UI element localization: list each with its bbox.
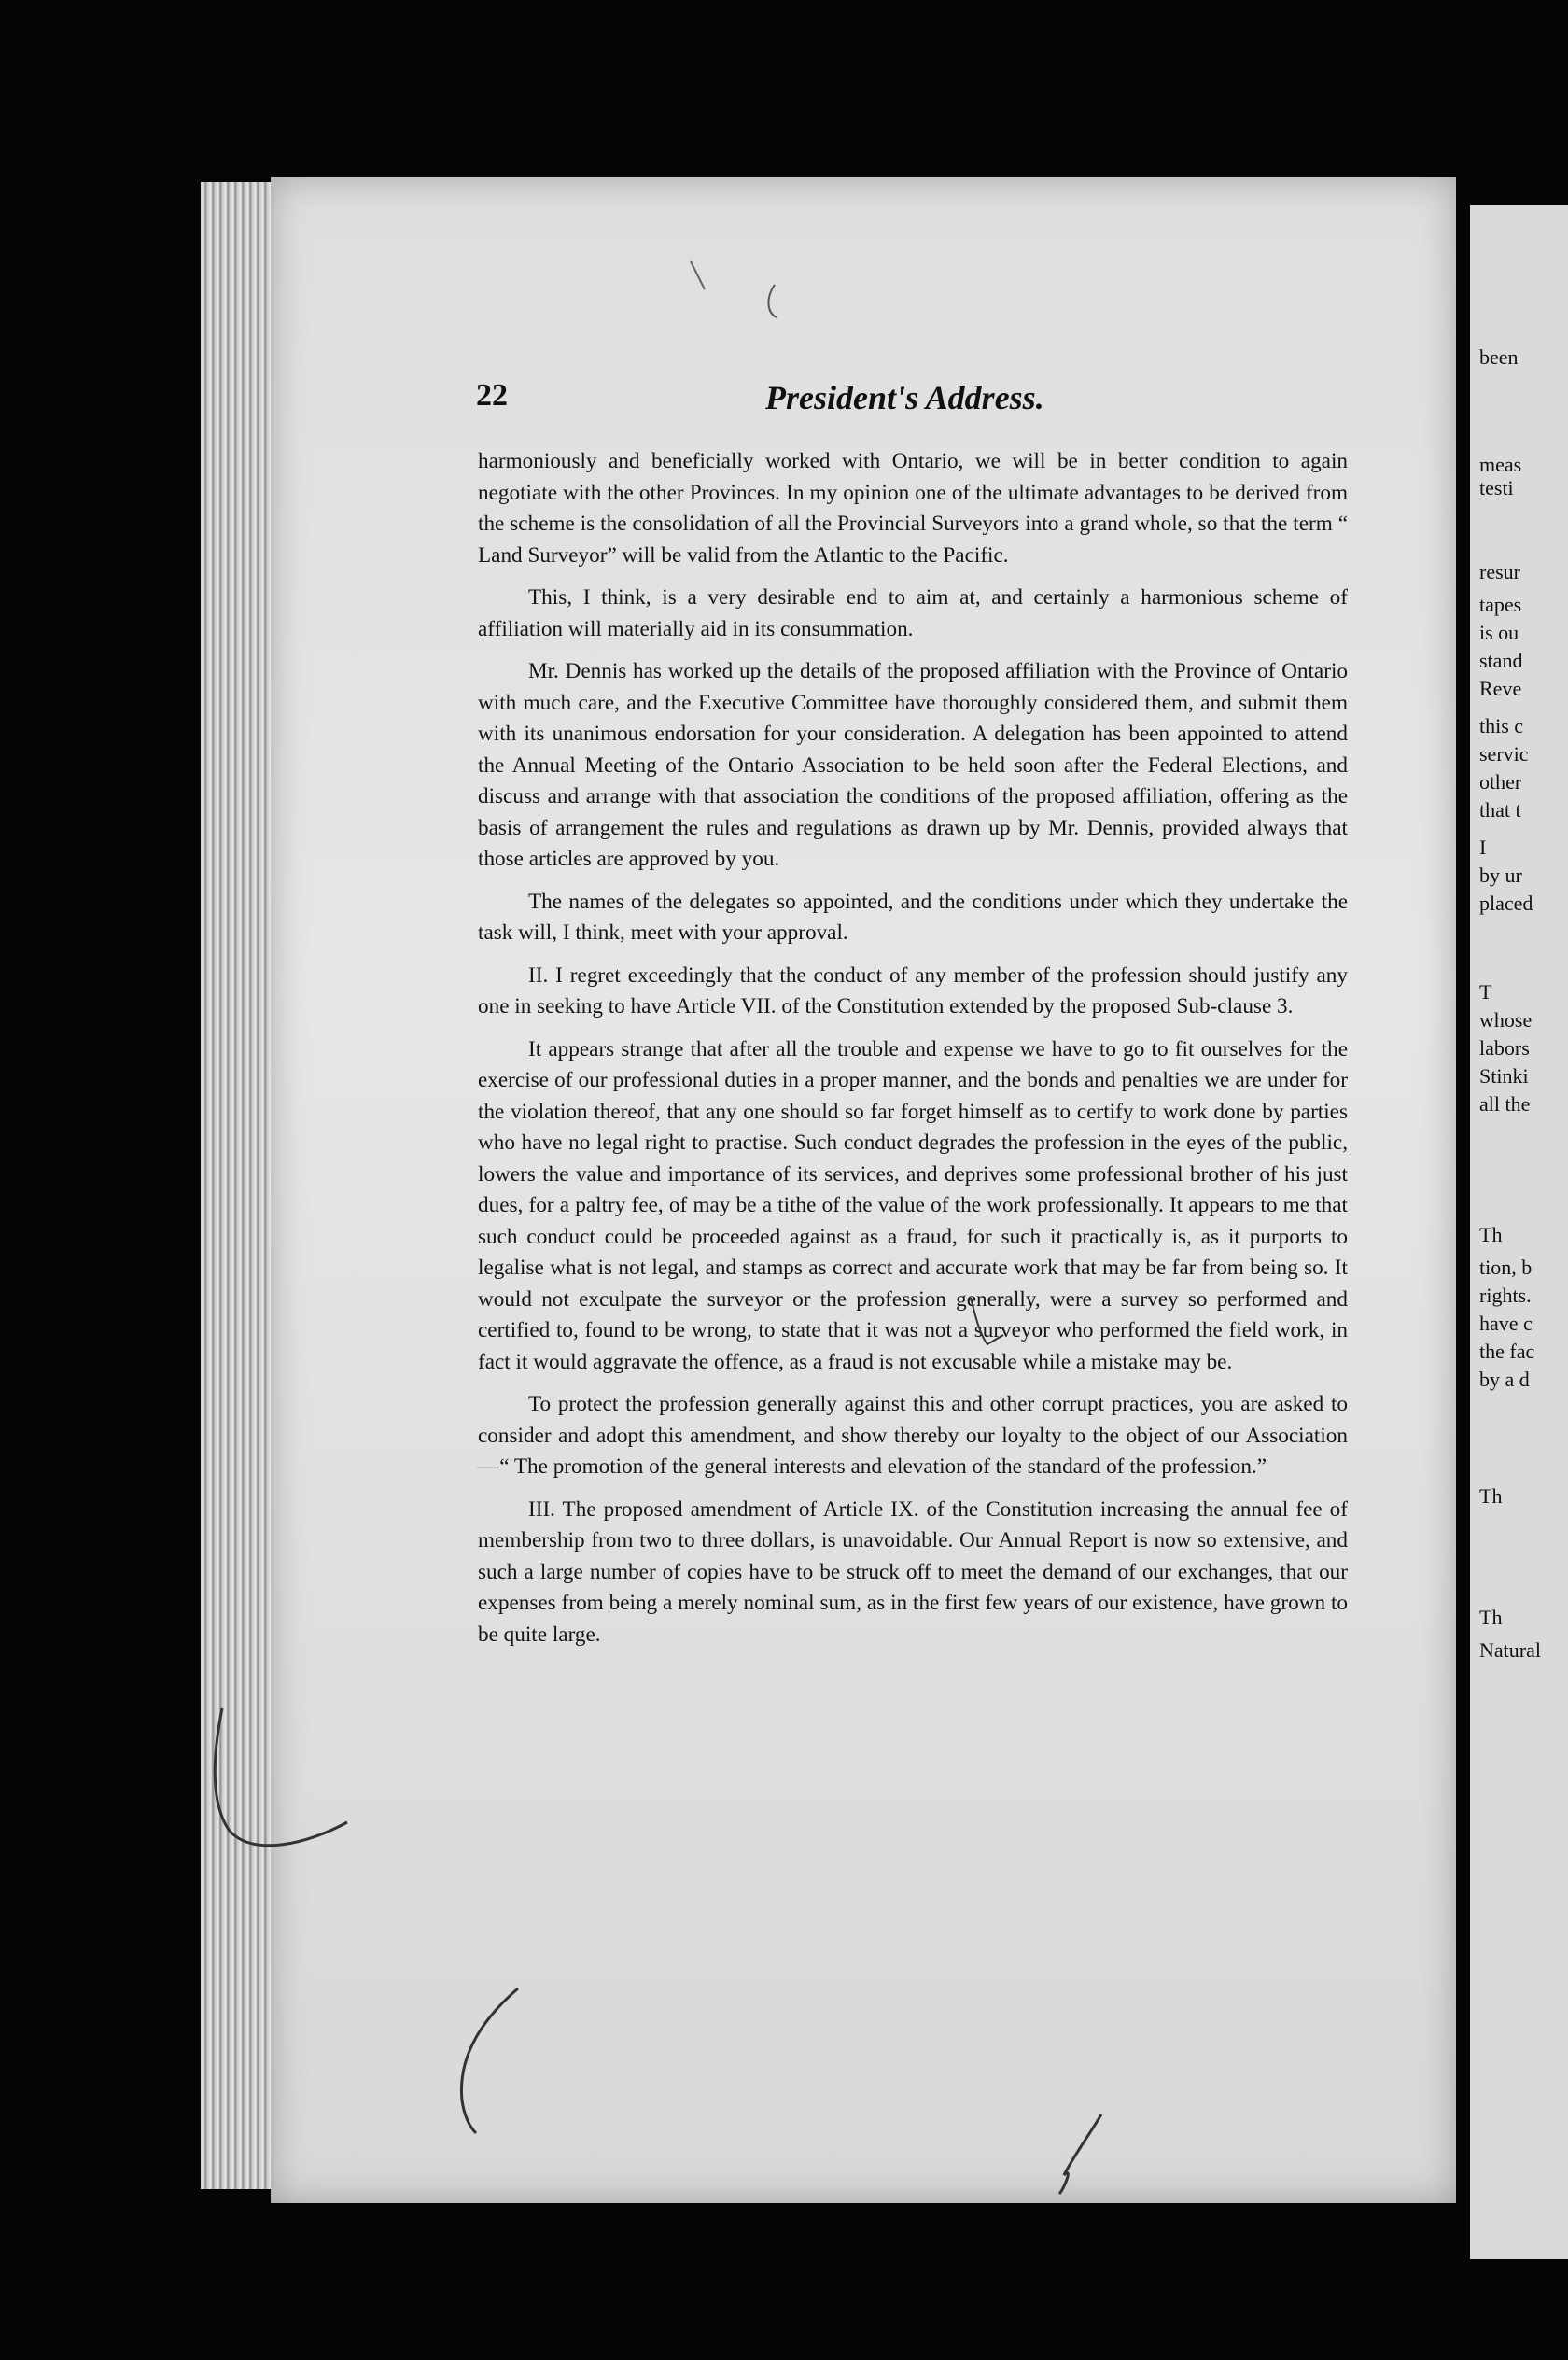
facing-page-text: been	[1479, 345, 1519, 369]
facing-page-text: placed	[1479, 892, 1533, 915]
facing-page-text: Reve	[1479, 677, 1522, 700]
facing-page-text: I	[1479, 836, 1487, 859]
facing-page-text: tapes	[1479, 593, 1522, 616]
facing-page-text: Th	[1479, 1484, 1503, 1508]
facing-page-text: labors	[1479, 1036, 1530, 1060]
facing-page-text: testi	[1479, 476, 1514, 499]
facing-page-text: stand	[1479, 649, 1523, 672]
facing-page-text: have c	[1479, 1312, 1533, 1335]
paragraph: The names of the delegates so appointed, and the conditions under which they undertake the task will, I think, meet with your approval.	[478, 889, 1348, 945]
facing-page-text: that t	[1479, 798, 1521, 822]
facing-page-text: Natural	[1479, 1638, 1541, 1662]
facing-page-text: servic	[1479, 742, 1529, 766]
facing-page-text: resur	[1479, 560, 1520, 583]
facing-page-text: by a d	[1479, 1368, 1530, 1391]
page-number: 22	[476, 378, 508, 413]
paragraph: harmoniously and beneficially worked with Ontario, we will be in better condition to again negotiate with the other Provinces. In my opinion one of the ultimate advantages to be derived from the scheme is the consolidation of all the Provincial Surveyors into a grand whole, so that the term “ Land Surveyor” will be valid from the Atlantic to the Pacific.	[478, 449, 1348, 568]
paragraph: Mr. Dennis has worked up the details of the proposed affiliation with the Province of Ontario with much care, and the Executive Committee have thoroughly considered them, and submit them with its unanimous endorsation for your consideration. A delegation has been appointed to attend the Annual Meeting of the Ontario Association to be held soon after the Federal Elections, and discuss and arrange with that association the conditions of the proposed affiliation, offering as the basis of arrangement the rules and regulations as drawn up by Mr. Dennis, provided always that those articles are approved by you.	[478, 659, 1348, 871]
paragraph: To protect the profession generally against this and other corrupt practices, you are asked to consider and adopt this amendment, and show thereby our loyalty to the object of our Association—“ The promotion of the general interests and elevation of the standard of the profession.”	[478, 1392, 1348, 1479]
running-title: President's Address.	[765, 379, 1044, 416]
facing-page-fragment	[1470, 205, 1568, 2259]
facing-page-text: Th	[1479, 1606, 1503, 1629]
facing-page-text: by ur	[1479, 864, 1522, 887]
page-header	[476, 378, 1353, 415]
facing-page-text: Th	[1479, 1223, 1503, 1246]
facing-page-text: rights.	[1479, 1284, 1532, 1307]
facing-page-text: whose	[1479, 1008, 1533, 1032]
facing-page-text: tion, b	[1479, 1256, 1533, 1279]
paragraph: III. The proposed amendment of Article IX. of the Constitution increasing the annual fee of membership from two to three dollars, is unavoidable. Our Annual Report is now so extensive, and such a large number of copies have to be struck off to meet the demand of our exchanges, that our expenses from being a merely nominal sum, as in the first few years of our existence, have grown to be quite large.	[478, 1496, 1348, 1647]
paragraph: This, I think, is a very desirable end to aim at, and certainly a harmonious scheme of affiliation will materially aid in its consummation.	[478, 585, 1348, 641]
facing-page-text: T	[1479, 980, 1492, 1004]
facing-page-text: all the	[1479, 1092, 1531, 1116]
facing-page-text: Stinki	[1479, 1064, 1529, 1088]
facing-page-text: is ou	[1479, 621, 1519, 644]
body-text	[478, 446, 1348, 1662]
facing-page-text: the fac	[1479, 1340, 1535, 1363]
facing-page-text: meas	[1479, 453, 1522, 476]
paragraph: II. I regret exceedingly that the conduct of any member of the profession should justify any one in seeking to have Article VII. of the Constitution extended by the proposed Sub-clause 3.	[478, 962, 1348, 1018]
paragraph: It appears strange that after all the trouble and expense we have to go to fit ourselves for the exercise of our professional duties in a proper manner, and the bonds and penalties we are under for the violation thereof, that any one should so far forget himself as to certify to work done by parties who have no legal right to practise. Such conduct degrades the profession in the eyes of the public, lowers the value and importance of its services, and deprives some professional brother of his just dues, for a paltry fee, of may be a tithe of the value of the work professionally. It appears to me that such conduct could be proceeded against as a fraud, for such it practically is, as it purports to legalise what is not legal, and stamps as correct and accurate work that may be far from being so. It would not exculpate the surveyor or the profession generally, were a survey so performed and certified to, found to be wrong, to state that it was not a surveyor who performed the field work, in fact it would aggravate the offence, as a fraud is not excusable while a mistake may be.	[478, 1036, 1348, 1374]
facing-page-text: this c	[1479, 714, 1524, 738]
facing-page-text: other	[1479, 770, 1522, 794]
